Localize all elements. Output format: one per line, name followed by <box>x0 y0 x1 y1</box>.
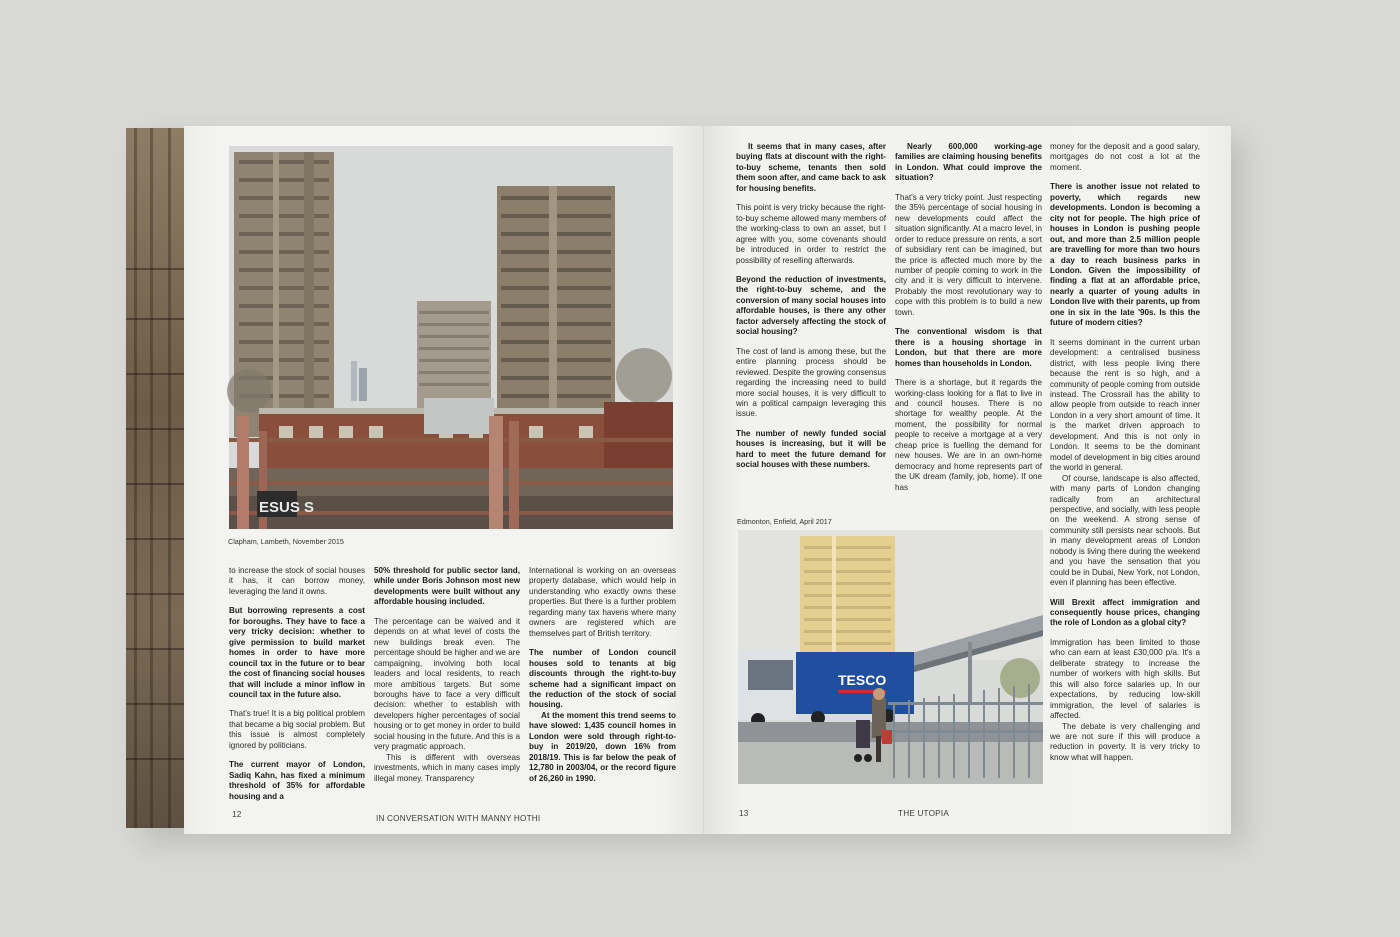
paragraph: At the moment this trend seems to have slowed: 1,435 council homes in London were sold through right-to-buy in 2019/20, down 16% from 2018/19. This is far below the peak of 12,780 in 2003/04, or the record figure of 26,260 in 1990. <box>529 710 676 783</box>
paragraph: That's true! It is a big political problem that became a big social problem. But this issue is almost completely ignored by politicians. <box>229 709 365 750</box>
photo-caption-right: Edmonton, Enfield, April 2017 <box>737 517 832 526</box>
paragraph: Immigration has been limited to those who can earn at least £30,000 p/a. It's a deliberate strategy to increase the number of workers with high skills. But this will also force salaries up. In our expectations, by reducing low-skill immigration, the level of salaries is affected. <box>1050 637 1200 721</box>
paragraph: It seems dominant in the current urban development: a centralised business district, with less people living there because the rent is so high, and a community of people coming from outside instead. The Crossrail has the ability to allow people from outside to reach inner London in a very short amount of time. It is the market driven approach to development. And this is not only in London. It seems to be the dominant model of development in big cities around the world in general. <box>1050 337 1200 473</box>
paragraph: This is different with overseas investments, which in many cases imply illegal money. Transparency <box>374 752 520 783</box>
clapham-photo <box>229 146 673 529</box>
running-title-left: IN CONVERSATION WITH MANNY HOTHI <box>376 814 541 823</box>
left-page <box>184 126 704 834</box>
back-cover-edge <box>126 128 186 828</box>
street-sign-text: ESUS S <box>259 499 315 516</box>
paragraph: money for the deposit and a good salary, mortgages do not cost a lot at the moment. <box>1050 142 1200 172</box>
paragraph: The debate is very challenging and we are not sure if this will produce a reduction in poverty. It is very tricky to know what will happen. <box>1050 721 1200 762</box>
running-title-right: THE UTOPIA <box>898 809 949 818</box>
photo-caption-left: Clapham, Lambeth, November 2015 <box>228 537 344 546</box>
right-column-2 <box>895 142 1042 522</box>
paragraph: The percentage can be waived and it depends on at what level of costs the new buildings break even. The percentage should be higher and we are campaigning, involving both local leaders and local residents, to reach more ambitious targets. But some boroughs have to face a very difficult decision: whether to establish with developers higher percentages of social housing or to get money in order to build social housing in the future. And this is a very pragmatic approach. <box>374 616 520 752</box>
left-column-3 <box>529 566 676 794</box>
paragraph: to increase the stock of social houses it has, it can borrow money, leveraging the land it owns. <box>229 566 365 596</box>
paragraph: Of course, landscape is also affected, with many parts of London changing radically from an architectural perspective, and socially, with less people on the weekend. A strong sense of community still persists near schools. But in many development areas of London nobody is living there during the weekend and you have the sensation that you could be in Dubai, New York, not London, even if planning has been effective. <box>1050 473 1200 588</box>
tesco-logo-text: TESCO <box>838 672 887 688</box>
paragraph: But borrowing represents a cost for boroughs. They have to face a very tricky decision: whether to give permission to build market homes in order to have more council tax in the future or to bear the cost of financing social houses that will include a minor inflow in council tax in the future also. <box>229 606 365 699</box>
paragraph: International is working on an overseas property database, which would help in understanding who exactly owns these properties. But there is a further problem regarding many tax havens where many owners are registered which are themselves part of British territory. <box>529 566 676 638</box>
paragraph: This point is very tricky because the right-to-buy scheme allowed many members of the working-class to own an asset, but I agree with you, some covenants should be introduced in order to restrict the possibility of reselling afterwards. <box>736 203 886 265</box>
paragraph: The number of London council houses sold to tenants at big discounts through the right-to-buy scheme had a significant impact on the reduction of the stock of social housing. <box>529 648 676 710</box>
paragraph: The cost of land is among these, but the entire planning process should be reviewed. Despite the growing consensus regarding the increasing need to build more social houses, it is very difficult to win a political campaign leveraging this issue. <box>736 346 886 419</box>
left-column-2 <box>374 566 520 794</box>
right-column-1 <box>736 142 886 522</box>
paragraph: 50% threshold for public sector land, while under Boris Johnson most new developments were built without any affordable housing included. <box>374 566 520 607</box>
page-number-right: 13 <box>739 809 749 818</box>
paragraph: The conventional wisdom is that there is a housing shortage in London, but that there are more homes than households in London. <box>895 327 1042 368</box>
edmonton-photo <box>738 530 1043 784</box>
paragraph: Beyond the reduction of investments, the right-to-buy scheme, and the conversion of many social houses into affordable houses, is there any other factor adversely affecting the stock of social housing? <box>736 274 886 337</box>
paragraph: The current mayor of London, Sadiq Kahn, has fixed a minimum threshold of 35% for affordable housing and a <box>229 760 365 801</box>
paragraph: Nearly 600,000 working-age families are claiming housing benefits in London. What could improve the situation? <box>895 142 1042 183</box>
right-column-3 <box>1050 142 1200 792</box>
paragraph: The number of newly funded social houses is increasing, but it will be hard to meet the future demand for social houses with these numbers. <box>736 428 886 470</box>
paragraph: That's a very tricky point. Just respecting the 35% percentage of social housing in new developments could affect the situation significantly. At a macro level, in order to reduce pressure on rents, a sort of subsidiary rent can be imagined, but the price is affected much more by the number of people coming to work in the city and it is very difficult to intervene. Probably the most revolutionary way to cope with this problem is to build a new town. <box>895 192 1042 317</box>
paragraph: Will Brexit affect immigration and consequently house prices, changing the role of London as a global city? <box>1050 597 1200 628</box>
paragraph: There is a shortage, but it regards the working-class looking for a flat to live in and council houses. There is no shortage for wealthy people. At the moment, the possibility for normal people to receive a mortgage at a very cheap price is fuelling the demand for new houses. We are in an own-home democracy and home represents part of the UK dream (family, job, home). If one has <box>895 378 1042 492</box>
paragraph: There is another issue not related to poverty, which regards new developments. London is becoming a city not for people. The high price of houses in London is pushing people out, and more than 2.5 million people are travelling for more than two hours a day to reach business parks in London. Given the impossibility of finding a flat at an affordable price, nearly a quarter of young adults in London live with their parents, up from one in six in the late '90s. Is this the future of modern cities? <box>1050 182 1200 328</box>
page-number-left: 12 <box>232 810 242 819</box>
right-page <box>704 126 1231 834</box>
left-column-1 <box>229 566 365 801</box>
paragraph: It seems that in many cases, after buying flats at discount with the right-to-buy scheme, tenants then sold them soon after, and came back to ask for housing benefits. <box>736 142 886 193</box>
